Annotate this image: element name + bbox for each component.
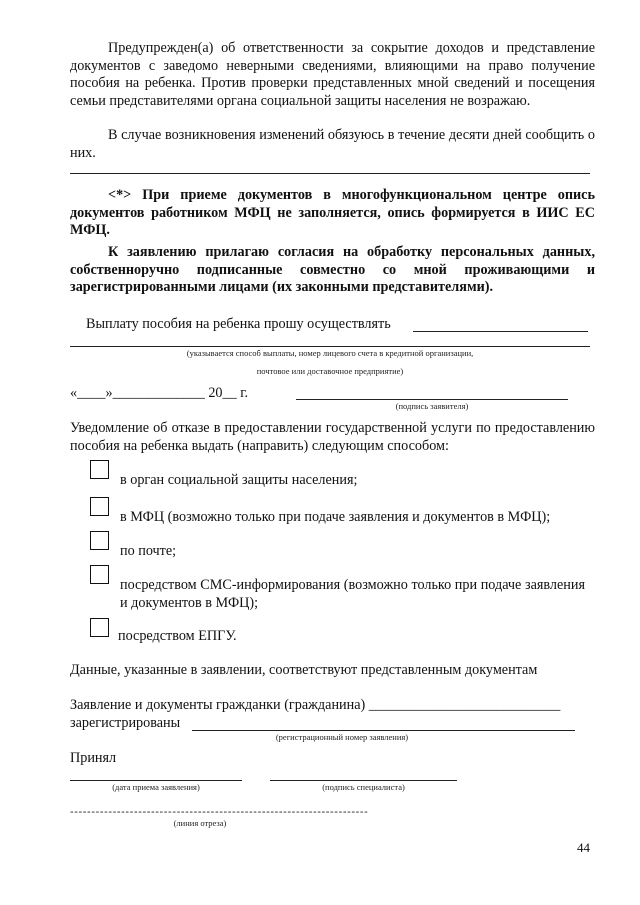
registration-line-1: Заявление и документы гражданки (гражданина) ___________________________ xyxy=(70,697,561,713)
checkbox-sms[interactable] xyxy=(90,565,109,584)
payment-details-line[interactable] xyxy=(70,346,590,347)
refusal-paragraph: Уведомление об отказе в предоставлении государственной услуги по предоставлению пособия на ребенка выдать (направить) следующим способом: xyxy=(70,420,595,454)
checkbox-epgu[interactable] xyxy=(90,618,109,637)
payment-caption-1: (указывается способ выплаты, номер лицевого счета в кредитной организации, xyxy=(186,348,474,358)
option-post: по почте; xyxy=(120,543,177,559)
option-sms: посредством СМС-информирования (возможно только при подаче заявления и документов в МФЦ); xyxy=(120,577,585,611)
application-date[interactable]: «____»_____________ 20__ г. xyxy=(70,385,249,401)
specialist-signature-caption: (подпись специалиста) xyxy=(322,782,405,792)
payment-label: Выплату пособия на ребенка прошу осуществлять xyxy=(86,316,391,332)
applicant-signature-caption: (подпись заявителя) xyxy=(395,401,469,411)
specialist-signature-line[interactable] xyxy=(270,780,457,781)
option-social-protection: в орган социальной защиты населения; xyxy=(120,472,358,488)
cut-line-caption: (линия отреза) xyxy=(173,818,227,828)
separator-line xyxy=(70,173,590,174)
confirmation-text: Данные, указанные в заявлении, соответствуют представленным документам xyxy=(70,662,538,678)
payment-fill-line[interactable] xyxy=(413,331,588,332)
acceptance-date-line[interactable] xyxy=(70,780,242,781)
payment-caption-2: почтовое или доставочное предприятие) xyxy=(256,366,404,376)
option-mfc: в МФЦ (возможно только при подаче заявления и документов в МФЦ); xyxy=(120,509,551,525)
registration-caption: (регистрационный номер заявления) xyxy=(275,732,409,742)
consent-note: К заявлению прилагаю согласия на обработку персональных данных, собственноручно подписанные совместно со мной проживающими и зарегистрированными лицами (их законными представителями). xyxy=(70,244,595,295)
mfc-note: <*> При приеме документов в многофункциональном центре опись документов работником МФЦ не заполняется, опись формируется в ИИС ЕС МФЦ. xyxy=(70,187,595,238)
changes-paragraph: В случае возникновения изменений обязуюсь в течение десяти дней сообщить о них. xyxy=(70,127,595,161)
checkbox-post[interactable] xyxy=(90,531,109,550)
acceptance-date-caption: (дата приема заявления) xyxy=(112,782,200,792)
checkbox-mfc[interactable] xyxy=(90,497,109,516)
accepted-label: Принял xyxy=(70,750,117,766)
registration-label: зарегистрированы xyxy=(70,715,181,731)
warning-paragraph: Предупрежден(а) об ответственности за сокрытие доходов и представление документов с заведомо неверными сведениями, влияющими на право получение пособия на ребенка. Против проверки представленных мной сведений и посещения семьи представителями органа социальной защиты населения не возражаю. xyxy=(70,40,595,109)
applicant-signature-line[interactable] xyxy=(296,399,568,400)
option-epgu: посредством ЕПГУ. xyxy=(118,628,237,644)
page-number: 44 xyxy=(577,840,590,855)
cut-line: ---------------------------------------------------------------------- xyxy=(70,806,369,818)
checkbox-social-protection[interactable] xyxy=(90,460,109,479)
registration-number-line[interactable] xyxy=(192,730,575,731)
